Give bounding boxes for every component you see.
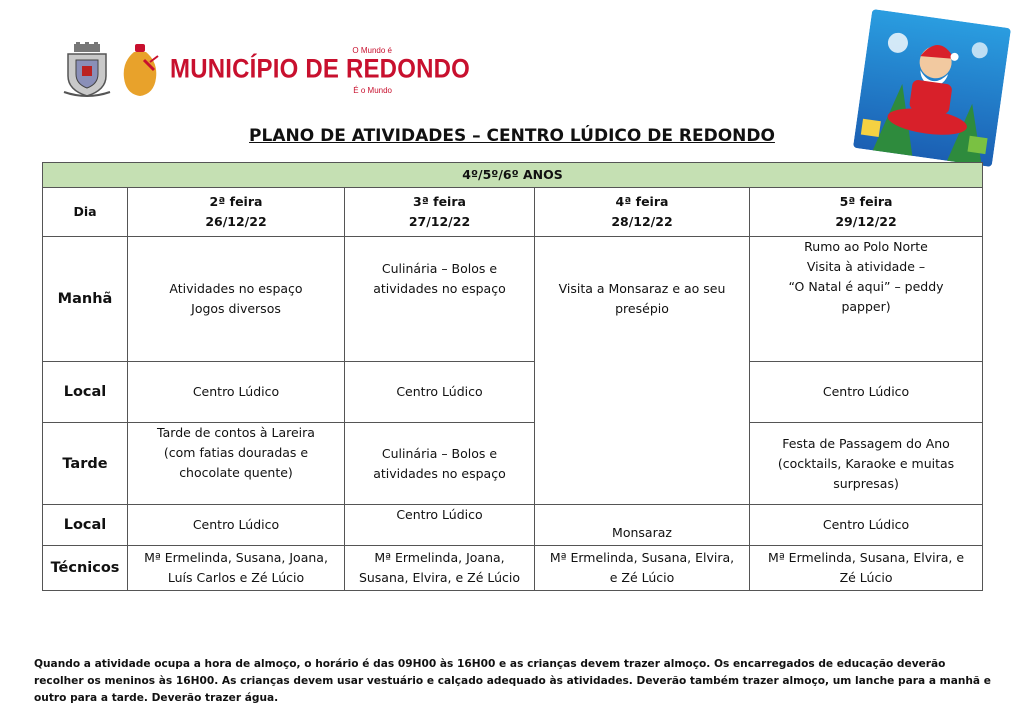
afternoon-local-wed: Monsaraz (535, 505, 750, 546)
day-header-row (43, 188, 983, 237)
afternoon-local-label: Local (43, 505, 128, 546)
morning-local-row (43, 362, 983, 423)
day-header-wed: 4ª feira 28/12/22 (535, 188, 750, 237)
footnote-line: recolher os meninos às 16H00. As crianças devem usar vestuário e calçado adequado às atividades. Deverão também trazer almoço, um lanche para a manhã e (34, 675, 991, 687)
municipality-wordmark (170, 42, 471, 98)
footnote-line: outro para a tarde. Deverão trazer água. (34, 692, 279, 704)
afternoon-local-tue: Centro Lúdico (345, 505, 535, 546)
afternoon-tue: Culinária – Bolos e atividades no espaço (345, 423, 535, 505)
afternoon-label: Tarde (43, 423, 128, 505)
staff-mon: Mª Ermelinda, Susana, Joana, Luís Carlos e Zé Lúcio (128, 546, 345, 591)
coat-of-arms-icon (62, 42, 112, 98)
age-band: 4º/5º/6º ANOS (43, 163, 983, 188)
afternoon-mon: Tarde de contos à Lareira (com fatias douradas e chocolate quente) (128, 423, 345, 505)
afternoon-local-row (43, 505, 983, 546)
afternoon-row (43, 423, 983, 505)
day-header-thu: 5ª feira 29/12/22 (750, 188, 983, 237)
activity-plan-table (42, 162, 983, 591)
staff-tue: Mª Ermelinda, Joana, Susana, Elvira, e Zé Lúcio (345, 546, 535, 591)
footnote (34, 656, 992, 707)
day-header-mon: 2ª feira 26/12/22 (128, 188, 345, 237)
afternoon-thu: Festa de Passagem do Ano (cocktails, Karaoke e muitas surpresas) (750, 423, 983, 505)
footnote-line: Quando a atividade ocupa a hora de almoço, o horário é das 09H00 às 16H00 e as crianças devem trazer almoço. Os encarregados de educação deverão (34, 658, 946, 670)
staff-label: Técnicos (43, 546, 128, 591)
staff-thu: Mª Ermelinda, Susana, Elvira, e Zé Lúcio (750, 546, 983, 591)
day-header-tue: 3ª feira 27/12/22 (345, 188, 535, 237)
municipality-logo (62, 42, 471, 98)
morning-local-thu: Centro Lúdico (750, 362, 983, 423)
clay-jar-icon (120, 42, 160, 98)
age-band-row (43, 163, 983, 188)
afternoon-local-mon: Centro Lúdico (128, 505, 345, 546)
brand-name: MUNICÍPIO DE REDONDO (170, 54, 471, 85)
morning-tue: Culinária – Bolos e atividades no espaço (345, 237, 535, 362)
morning-label: Manhã (43, 237, 128, 362)
brand-bottom-tag: É o Mundo (353, 86, 392, 95)
brand-top-tag: O Mundo é (352, 46, 392, 55)
afternoon-local-thu: Centro Lúdico (750, 505, 983, 546)
morning-local-mon: Centro Lúdico (128, 362, 345, 423)
morning-row (43, 237, 983, 362)
staff-wed: Mª Ermelinda, Susana, Elvira, e Zé Lúcio (535, 546, 750, 591)
document-title: PLANO DE ATIVIDADES – CENTRO LÚDICO DE REDONDO (249, 126, 775, 146)
morning-mon: Atividades no espaço Jogos diversos (128, 237, 345, 362)
morning-local-tue: Centro Lúdico (345, 362, 535, 423)
day-label: Dia (43, 188, 128, 237)
morning-thu: Rumo ao Polo Norte Visita à atividade – “O Natal é aqui” – peddy papper) (750, 237, 983, 362)
staff-row (43, 546, 983, 591)
morning-wed: Visita a Monsaraz e ao seu presépio (535, 237, 750, 505)
morning-local-label: Local (43, 362, 128, 423)
